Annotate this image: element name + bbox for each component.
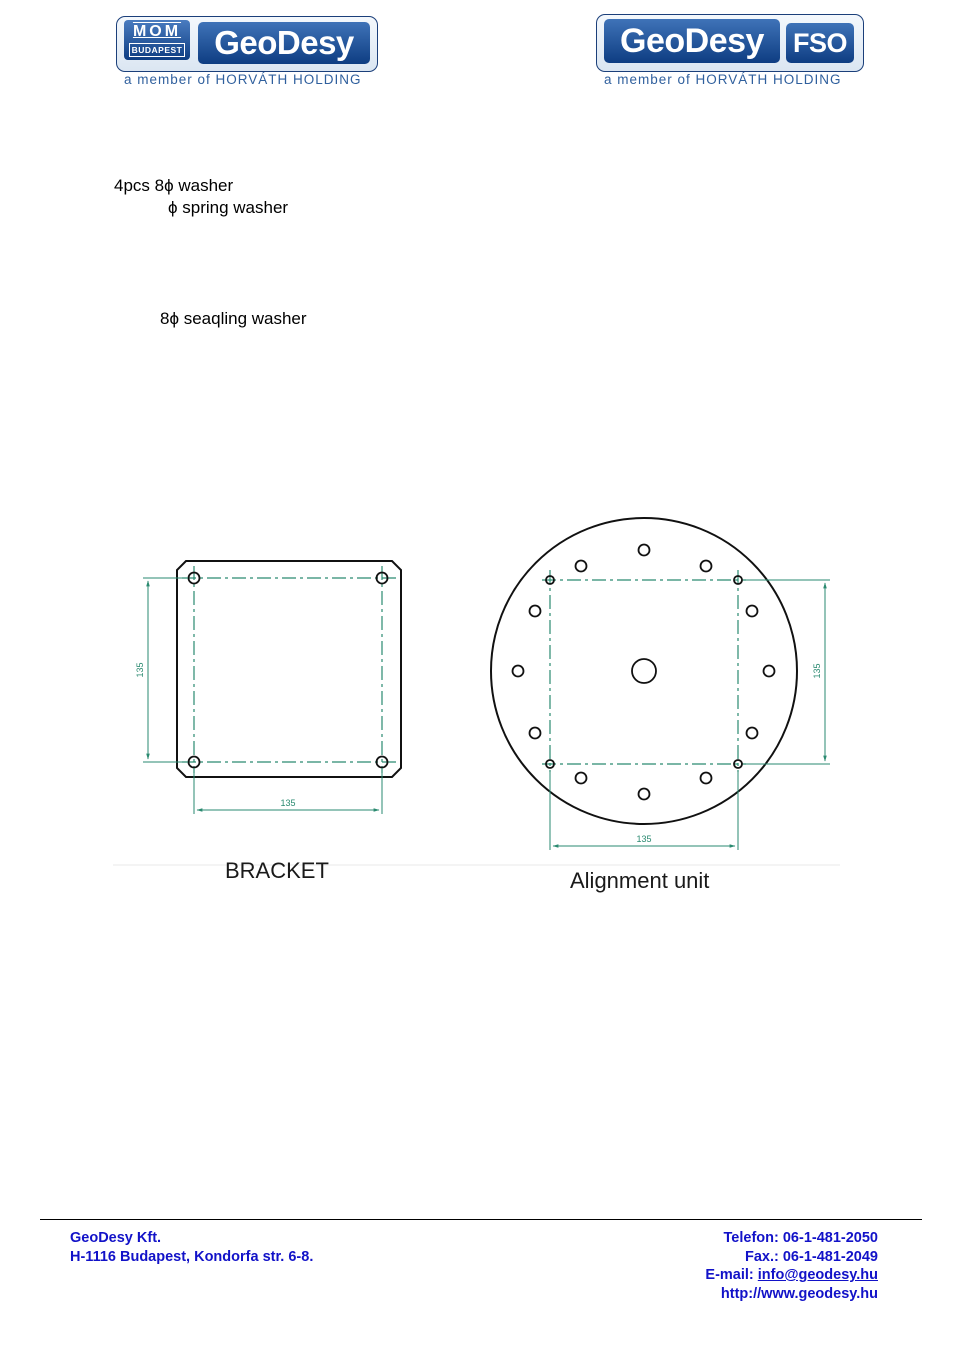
footer-email-link[interactable]: info@geodesy.hu — [757, 1267, 878, 1283]
mount-hole — [639, 545, 650, 556]
mount-hole — [530, 606, 541, 617]
mount-hole — [513, 666, 524, 677]
member-tagline-right: a member of HORVÁTH HOLDING — [604, 72, 842, 87]
mount-hole — [764, 666, 775, 677]
bracket-outline — [177, 561, 401, 777]
geodesy-mom-logo — [116, 14, 378, 90]
mount-hole — [701, 773, 712, 784]
alignment-unit-caption: Alignment unit — [570, 868, 710, 893]
part-sealing-washer: 8ϕ seaqling washer — [160, 309, 307, 328]
bracket-dimension-horizontal: 135 — [280, 798, 296, 808]
bracket-dimension-vertical: 135 — [135, 662, 145, 678]
footer-website[interactable]: http://www.geodesy.hu — [720, 1286, 878, 1302]
mount-hole — [530, 728, 541, 739]
mount-hole — [576, 561, 587, 572]
center-hole — [632, 659, 656, 683]
bracket-caption: BRACKET — [225, 858, 329, 883]
footer-email-line — [705, 1267, 878, 1283]
fso-badge: FSO — [786, 23, 854, 63]
footer-company: GeoDesy Kft. — [70, 1230, 162, 1246]
geodesy-brand-left: GeoDesy — [198, 22, 370, 64]
mount-hole — [747, 728, 758, 739]
footer-fax: Fax.: 06-1-481-2049 — [745, 1249, 878, 1265]
mount-hole — [747, 606, 758, 617]
footer-email-label: E-mail: — [705, 1267, 758, 1283]
geodesy-brand-right: GeoDesy — [604, 19, 780, 63]
footer-phone: Telefon: 06-1-481-2050 — [723, 1230, 878, 1246]
alignment-dimension-vertical: 135 — [812, 663, 822, 679]
part-spring-washer: ϕ spring washer — [168, 198, 289, 217]
mount-hole — [576, 773, 587, 784]
geodesy-fso-logo — [596, 14, 864, 90]
mount-hole — [701, 561, 712, 572]
alignment-dimension-horizontal: 135 — [636, 834, 652, 844]
member-tagline-left: a member of HORVÁTH HOLDING — [124, 72, 362, 87]
alignment-unit-drawing — [491, 518, 830, 850]
technical-drawing — [0, 490, 954, 910]
mom-budapest-badge: MOM BUDAPEST — [124, 20, 190, 60]
footer-address: H-1116 Budapest, Kondorfa str. 6-8. — [70, 1249, 314, 1265]
mount-hole — [639, 789, 650, 800]
alignment-outline — [491, 518, 797, 824]
bracket-drawing — [135, 561, 401, 814]
part-washer: 4pcs 8ϕ washer — [114, 176, 234, 195]
footer-divider — [40, 1219, 922, 1220]
